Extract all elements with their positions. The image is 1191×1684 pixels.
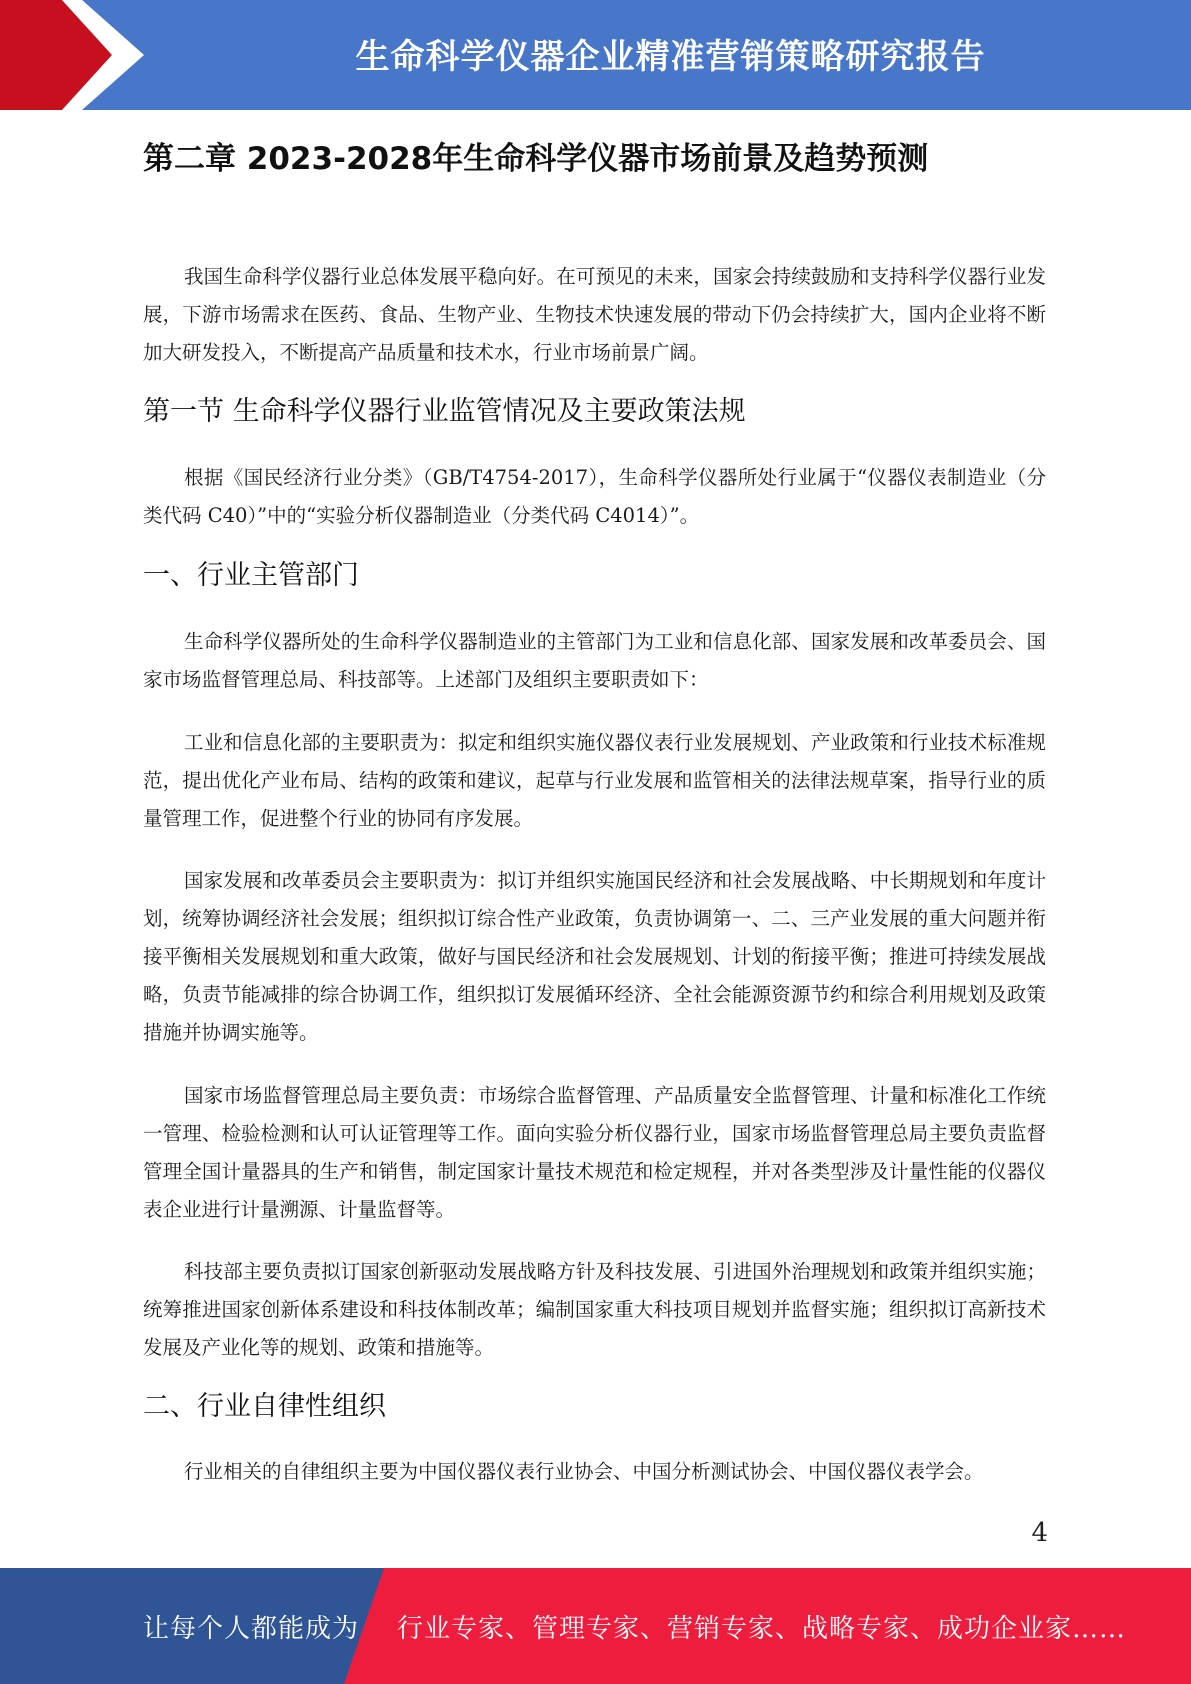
footer-slogan-right: 行业专家、管理专家、营销专家、战略专家、成功企业家…… xyxy=(397,1613,1127,1644)
paragraph: 科技部主要负责拟订国家创新驱动发展战略方针及科技发展、引进国外治理规划和政策并组织实施；统筹推进国家创新体系建设和科技体制改革；编制国家重大科技项目规划并监督实施；组织拟订高新技术发展及产业化等的规划、政策和措施等。 xyxy=(143,1260,1046,1359)
paragraph: 国家发展和改革委员会主要职责为：拟订并组织实施国民经济和社会发展战略、中长期规划和年度计划，统筹协调经济社会发展；组织拟订综合性产业政策，负责协调第一、二、三产业发展的重大问题并衔接平衡相关发展规划和重大政策，做好与国民经济和社会发展规划、计划的衔接平衡；推进可持续发展战略，负责节能减排的综合协调工作，组织拟订发展循环经济、全社会能源资源节约和综合利用规划及政策措施并协调实施等。 xyxy=(143,869,1046,1044)
paragraph: 国家市场监督管理总局主要负责：市场综合监督管理、产品质量安全监督管理、计量和标准化工作统一管理、检验检测和认可认证管理等工作。面向实验分析仪器行业，国家市场监督管理总局主要负责监督管理全国计量器具的生产和销售，制定国家计量技术规范和检定规程，并对各类型涉及计量性能的仪器仪表企业进行计量溯源、计量监督等。 xyxy=(143,1084,1046,1221)
page-header xyxy=(0,0,1191,110)
paragraph: 工业和信息化部的主要职责为：拟定和组织实施仪器仪表行业发展规划、产业政策和行业技术标准规范，提出优化产业布局、结构的政策和建议，起草与行业发展和监管相关的法律法规草案，指导行业的质量管理工作，促进整个行业的协同有序发展。 xyxy=(143,731,1046,830)
header-title: 生命科学仪器企业精准营销策略研究报告 xyxy=(355,36,986,77)
paragraph: 行业相关的自律组织主要为中国仪器仪表行业协会、中国分析测试协会、中国仪器仪表学会。 xyxy=(184,1460,984,1483)
intro-paragraph: 我国生命科学仪器行业总体发展平稳向好。在可预见的未来，国家会持续鼓励和支持科学仪器行业发展，下游市场需求在医药、食品、生物产业、生物技术快速发展的带动下仍会持续扩大，国内企业将不断加大研发投入，不断提高产品质量和技术水，行业市场前景广阔。 xyxy=(143,265,1046,364)
footer-slogan-left: 让每个人都能成为 xyxy=(143,1613,360,1644)
section-paragraph: 根据《国民经济行业分类》（GB/T4754-2017），生命科学仪器所处行业属于“仪器仪表制造业（分类代码 C40）”中的“实验分析仪器制造业（分类代码 C4014）”。 xyxy=(143,466,1046,527)
paragraph: 生命科学仪器所处的生命科学仪器制造业的主管部门为工业和信息化部、国家发展和改革委员会、国家市场监督管理总局、科技部等。上述部门及组织主要职责如下： xyxy=(143,630,1046,691)
section-title: 第一节 生命科学仪器行业监管情况及主要政策法规 xyxy=(143,396,746,427)
subsection-title: 一、行业主管部门 xyxy=(143,560,359,591)
subsection-title: 二、行业自律性组织 xyxy=(143,1391,386,1422)
page-number: 4 xyxy=(1031,1518,1048,1548)
page-footer xyxy=(0,1568,1191,1684)
chapter-title: 第二章 2023-2028年生命科学仪器市场前景及趋势预测 xyxy=(143,141,929,177)
